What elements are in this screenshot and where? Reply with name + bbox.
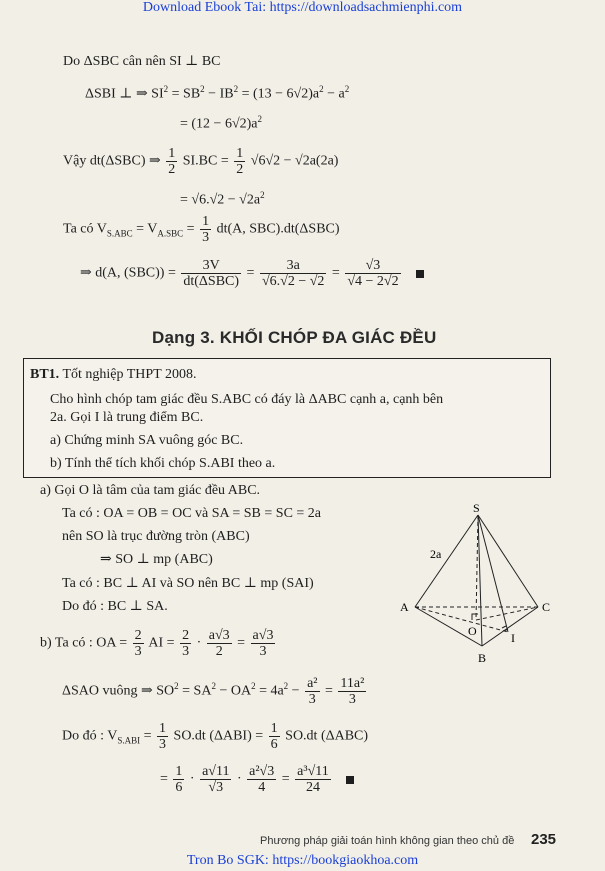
exercise-text-1: Cho hình chóp tam giác đều S.ABC có đáy là ΔABC cạnh a, cạnh bên (50, 392, 444, 407)
solution-4: ⇒ SO ⊥ mp (ABC) (100, 552, 213, 567)
label-c: C (542, 600, 551, 614)
line-5: = $√6.√2 - √2a^2$ (180, 190, 265, 208)
exercise-heading: BT1. Tốt nghiệp THPT 2008. (30, 367, 197, 382)
edge-bc (482, 607, 538, 646)
solution-8: ΔSAO vuông ⇒ $SO^2 = SA^2 - OA^2 = 4a^2$ − $\frac{\text{a²}}{3}$ = $\frac{\text{11a²}}{3}$ (62, 676, 365, 707)
label-a: A (400, 600, 409, 614)
edge-sb (478, 515, 482, 646)
solution-3: nên SO là trục đường tròn (ABC) (62, 529, 250, 544)
line-1: Do ΔSBC cân nên SI ⊥ BC (63, 54, 221, 69)
label-o: O (468, 624, 477, 638)
solution-6: Do đó : BC ⊥ SA. (62, 599, 168, 614)
segment-so (476, 515, 478, 620)
solution-10: = $\frac{1}{6}$ · $\frac{a√11}{√3}$ · $\frac{\text{a²√3}}{4}$ = $\frac{\text{a³√11}}{24}$ (160, 764, 354, 795)
qed-square-icon (346, 776, 354, 784)
footer-text: Phương pháp giải toán hình không gian theo chủ đề (260, 835, 515, 847)
exercise-question-a: a) Chứng minh SA vuông góc BC. (50, 433, 244, 448)
line-6: Ta có $V_{S.ABC} = V_{A.SBC}$ = $\frac{1}{3}$ dt(A, SBC).dt(ΔSBC) (63, 214, 340, 245)
qed-square-icon (416, 270, 424, 278)
page-number: 235 (531, 831, 557, 848)
segment-ai (415, 607, 508, 632)
exercise-text-2: 2a. Gọi I là trung điểm BC. (50, 410, 204, 425)
footer-link[interactable]: Tron Bo SGK: https://bookgiaokhoa.com (186, 853, 419, 868)
header-download-link[interactable]: Download Ebook Tai: https://downloadsachmienphi.com (142, 0, 463, 15)
label-b: B (478, 651, 487, 665)
solution-2: Ta có : OA = OB = OC và SA = SB = SC = 2a (62, 506, 322, 521)
label-s: S (473, 501, 480, 515)
pyramid-figure (398, 500, 563, 675)
solution-7: b) Ta có : OA = $\frac{2}{3}$ AI = $\frac{2}{3}$ · $\frac{a√3}{2}$ = $\frac{a√3}{3}$ (40, 628, 274, 659)
exercise-question-b: b) Tính thể tích khối chóp S.ABI theo a. (50, 456, 276, 471)
line-3: = $(12 - 6√2)a^2$ (180, 114, 263, 132)
section-title: Dạng 3. KHỐI CHÓP ĐA GIÁC ĐỀU (152, 328, 437, 347)
solution-9: Do đó : $V_{S.ABI}$ = $\frac{1}{3}$ SO.dt (ΔABI) = $\frac{1}{6}$ SO.dt (ΔABC) (62, 721, 369, 752)
solution-5: Ta có : BC ⊥ AI và SO nên BC ⊥ mp (SAI) (62, 576, 314, 591)
line-4: Vậy dt(ΔSBC) ⇒ $\frac{1}{2}$ SI.BC = $\frac{1}{2}$ √6√2 − √2a(2a) (63, 146, 339, 177)
right-angle-mark (472, 614, 478, 620)
label-i: I (511, 631, 515, 645)
solution-1: a) Gọi O là tâm của tam giác đều ABC. (40, 483, 261, 498)
edge-sc (478, 515, 538, 607)
line-7: ⇒ d(A, (SBC)) = $\frac{3V}{\text{dt(ΔSBC)}}$ = $\frac{3a}{√6.√2 - √2}$ = $\frac{√3}{√4 - 2√2}$ (80, 258, 424, 289)
line-2: ΔSBI ⊥ ⇒ $SI^2 = SB^2 - IB^2 = (13 - 6√2)a^2 - a^2$ (85, 84, 350, 102)
edge-sa (415, 515, 478, 607)
label-edge: 2a (430, 547, 442, 561)
